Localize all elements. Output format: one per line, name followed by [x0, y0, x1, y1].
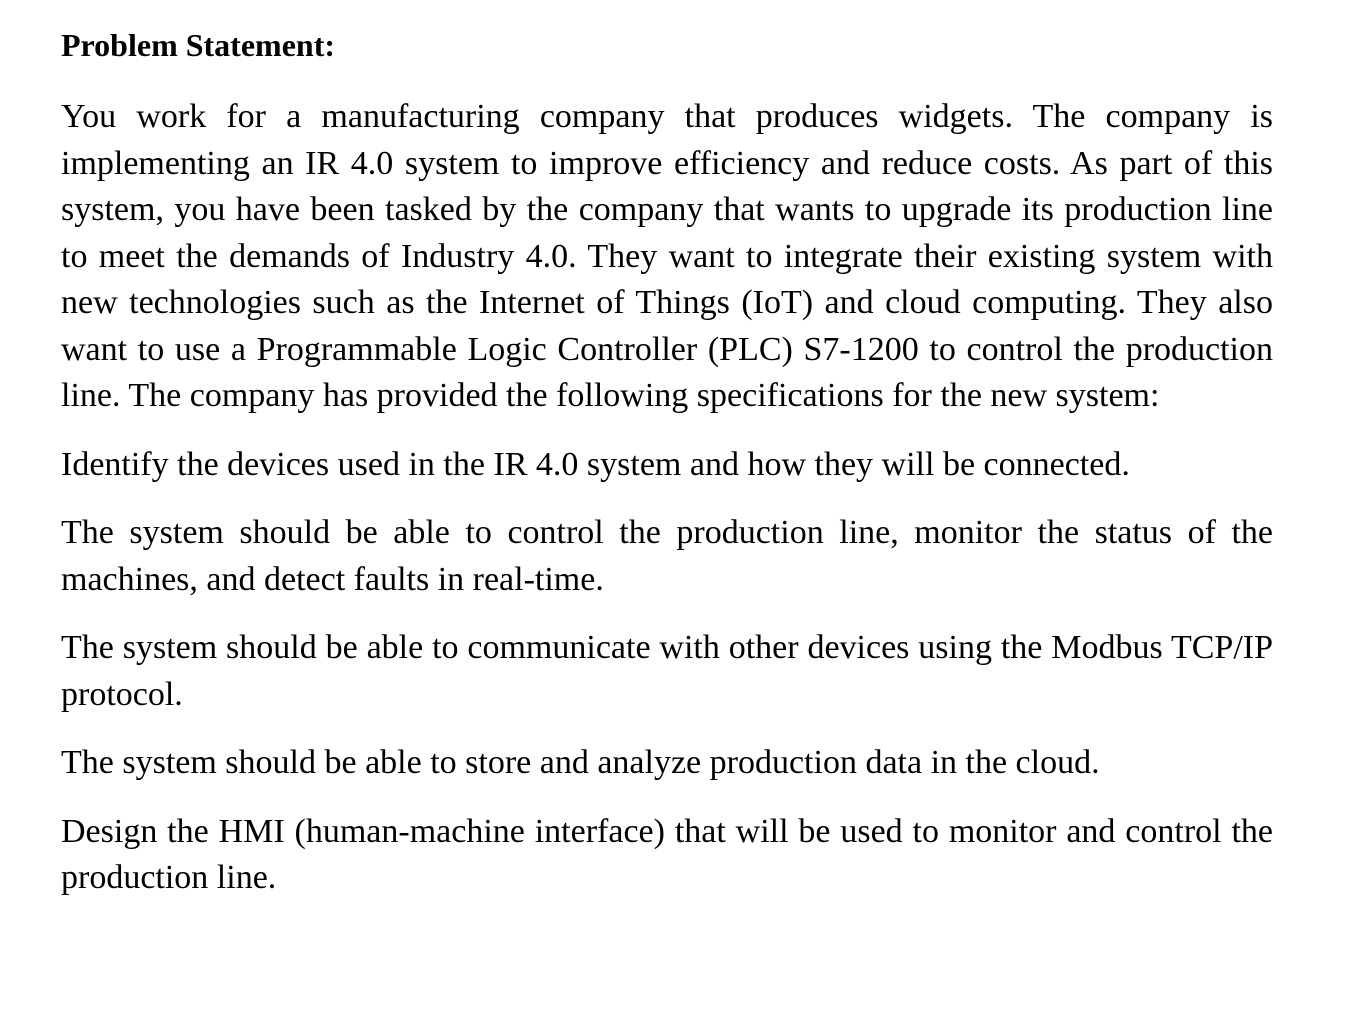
spec-cloud-paragraph: The system should be able to store and analyze production data in the cloud.: [61, 744, 1100, 781]
spec-devices-paragraph: Identify the devices used in the IR 4.0 system and how they will be connected.: [61, 445, 1130, 483]
intro-paragraph: You work for a manufacturing company that produces widgets. The company is implementing an IR 4.0 system to improve efficiency and reduce costs. As part of this system, you have been tasked by the company that wants to upgrade its production line to meet the demands of Industry 4.0. They want to integrate their existing system with new technologies such as the Internet of Things (IoT) and cloud computing. They also want to use a Programmable Logic Controller (PLC) S7-1200 to control the production line. The company has provided the following specifications for the new system:: [61, 98, 1273, 414]
problem-statement-heading: Problem Statement:: [61, 27, 335, 63]
document-page: [61, 22, 1273, 924]
spec-control-paragraph: The system should be able to control the production line, monitor the status of the machines, and detect faults in real-time.: [61, 514, 1273, 598]
spec-modbus-paragraph: The system should be able to communicate with other devices using the Modbus TCP/IP protocol.: [61, 629, 1273, 713]
spec-hmi-paragraph: Design the HMI (human-machine interface) that will be used to monitor and control the production line.: [61, 812, 1273, 896]
